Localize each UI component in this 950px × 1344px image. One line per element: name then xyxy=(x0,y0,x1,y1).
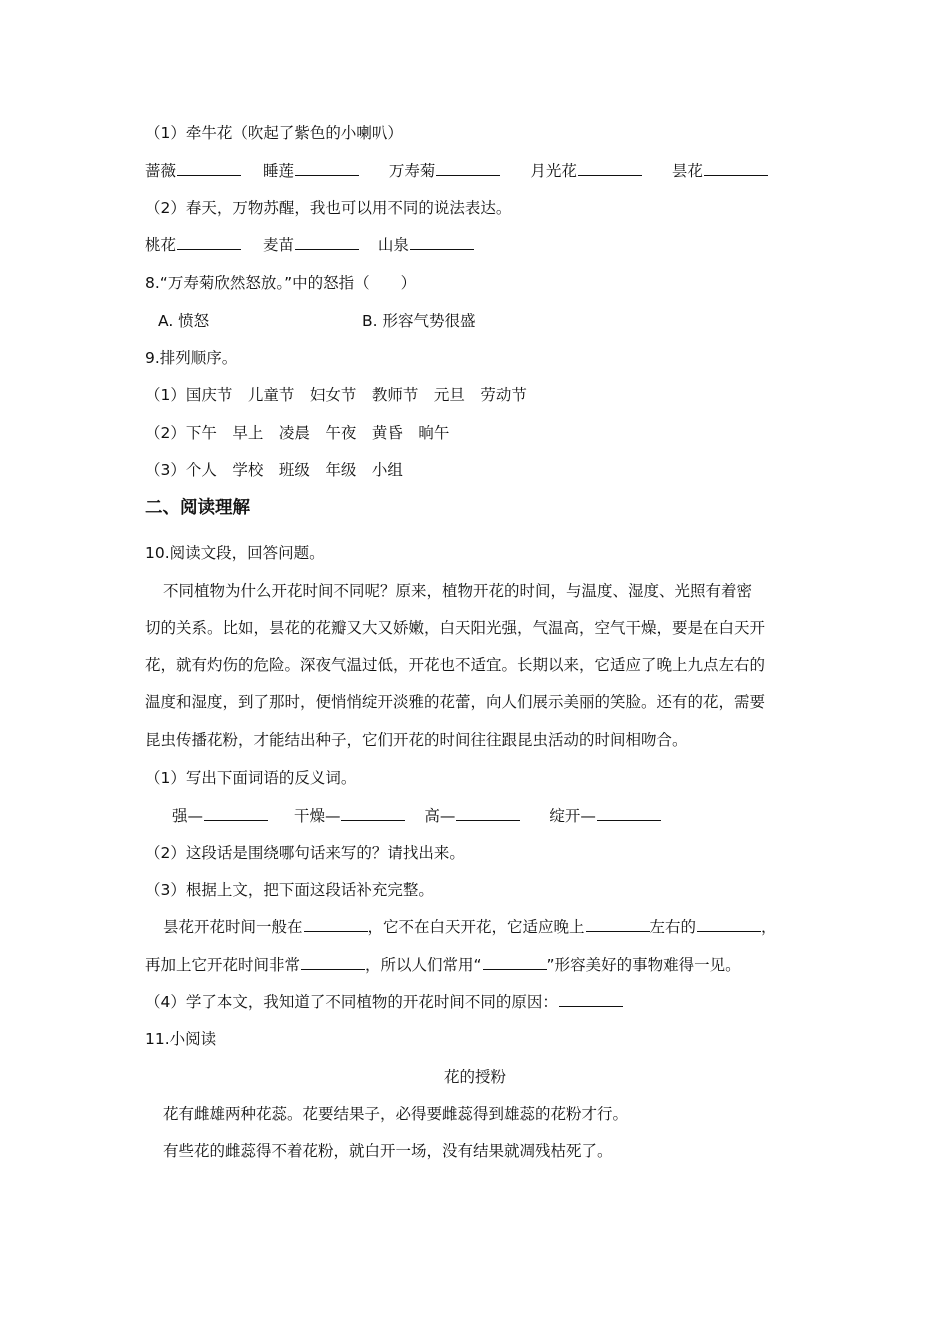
q9-item: （1）国庆节 儿童节 妇女节 教师节 元旦 劳动节 xyxy=(145,386,527,404)
answer-blank[interactable] xyxy=(597,806,661,821)
fill-text: ”形容美好的事物难得一见。 xyxy=(546,956,741,974)
q11-line: 有些花的雌蕊得不着花粉，就白开一场，没有结果就凋残枯死了。 xyxy=(163,1142,613,1160)
q8-option-b[interactable]: B. 形容气势很盛 xyxy=(362,312,476,330)
fill-text: 昙花开花时间一般在 xyxy=(163,918,303,936)
fill-text: ， xyxy=(761,918,777,936)
q10-fill-line xyxy=(163,916,777,938)
passage-line: 不同植物为什么开花时间不同呢？原来，植物开花的时间，与温度、湿度、光照有着密 xyxy=(163,582,753,600)
answer-blank[interactable] xyxy=(436,161,500,176)
q10-fill-line xyxy=(145,954,741,976)
q10-sub1: （1）写出下面词语的反义词。 xyxy=(145,769,357,787)
answer-blank[interactable] xyxy=(697,917,761,932)
answer-blank[interactable] xyxy=(204,806,268,821)
antonym-word: 干燥— xyxy=(293,807,341,825)
answer-blank[interactable] xyxy=(578,161,642,176)
spring-word: 桃花 xyxy=(145,236,177,254)
answer-blank[interactable] xyxy=(483,955,547,970)
q7-spring-row xyxy=(145,234,474,256)
q11-line: 花有雌雄两种花蕊。花要结果子，必得要雌蕊得到雄蕊的花粉才行。 xyxy=(163,1105,629,1123)
q7-sub2: （2）春天，万物苏醒，我也可以用不同的说法表达。 xyxy=(145,199,512,217)
flower-word: 蔷薇 xyxy=(145,162,177,180)
q8-question: 8.“万寿菊欣然怒放。”中的怒指（ ） xyxy=(145,274,417,292)
q10-question: 10.阅读文段，回答问题。 xyxy=(145,544,325,562)
fill-text: ，它不在白天开花，它适应晚上 xyxy=(367,918,585,936)
fill-text: 再加上它开花时间非常 xyxy=(145,956,301,974)
q10-sub2: （2）这段话是围绕哪句话来写的？请找出来。 xyxy=(145,844,465,862)
section-title: 二、阅读理解 xyxy=(145,498,250,518)
answer-blank[interactable] xyxy=(177,235,241,250)
answer-blank[interactable] xyxy=(295,161,359,176)
answer-blank[interactable] xyxy=(301,955,365,970)
fill-text: ，所以人们常用“ xyxy=(365,956,482,974)
q10-sub3: （3）根据上文，把下面这段话补充完整。 xyxy=(145,881,434,899)
passage-line: 花，就有灼伤的危险。深夜气温过低，开花也不适宜。长期以来，它适应了晚上九点左右的 xyxy=(145,656,766,674)
q11-title: 花的授粉 xyxy=(443,1068,506,1086)
q10-sub4 xyxy=(145,991,623,1013)
passage-line: 昆虫传播花粉，才能结出种子，它们开花的时间往往跟昆虫活动的时间相吻合。 xyxy=(145,731,688,749)
answer-blank[interactable] xyxy=(304,917,368,932)
antonym-word: 绽开— xyxy=(549,807,596,825)
answer-blank[interactable] xyxy=(704,161,768,176)
answer-blank[interactable] xyxy=(586,917,650,932)
flower-word: 睡莲 xyxy=(262,162,294,180)
q8-option-a[interactable]: A. 愤怒 xyxy=(158,312,210,330)
antonym-word: 高— xyxy=(424,807,456,825)
answer-blank[interactable] xyxy=(410,235,474,250)
q9-item: （2）下午 早上 凌晨 午夜 黄昏 晌午 xyxy=(145,424,450,442)
q11-question: 11.小阅读 xyxy=(145,1030,217,1048)
passage-line: 温度和湿度，到了那时，便悄悄绽开淡雅的花蕾，向人们展示美丽的笑脸。还有的花，需要 xyxy=(145,693,766,711)
flower-word: 月光花 xyxy=(530,162,577,180)
q10-antonym-row xyxy=(172,805,661,827)
answer-blank[interactable] xyxy=(341,806,405,821)
q7-sub1: （1）牵牛花（吹起了紫色的小喇叭） xyxy=(145,124,403,142)
flower-word: 万寿菊 xyxy=(388,162,436,180)
answer-blank[interactable] xyxy=(559,992,623,1007)
spring-word: 山泉 xyxy=(377,236,409,254)
q10-sub4-text: （4）学了本文，我知道了不同植物的开花时间不同的原因： xyxy=(145,993,558,1011)
answer-blank[interactable] xyxy=(456,806,520,821)
passage-line: 切的关系。比如，昙花的花瓣又大又娇嫩，白天阳光强，气温高，空气干燥，要是在白天开 xyxy=(145,619,766,637)
antonym-word: 强— xyxy=(172,807,204,825)
q9-question: 9.排列顺序。 xyxy=(145,349,238,367)
answer-blank[interactable] xyxy=(177,161,241,176)
spring-word: 麦苗 xyxy=(262,236,294,254)
flower-word: 昙花 xyxy=(671,162,703,180)
fill-text: 左右的 xyxy=(649,918,697,936)
q7-flower-row xyxy=(145,160,768,182)
answer-blank[interactable] xyxy=(295,235,359,250)
q9-item: （3）个人 学校 班级 年级 小组 xyxy=(145,461,403,479)
